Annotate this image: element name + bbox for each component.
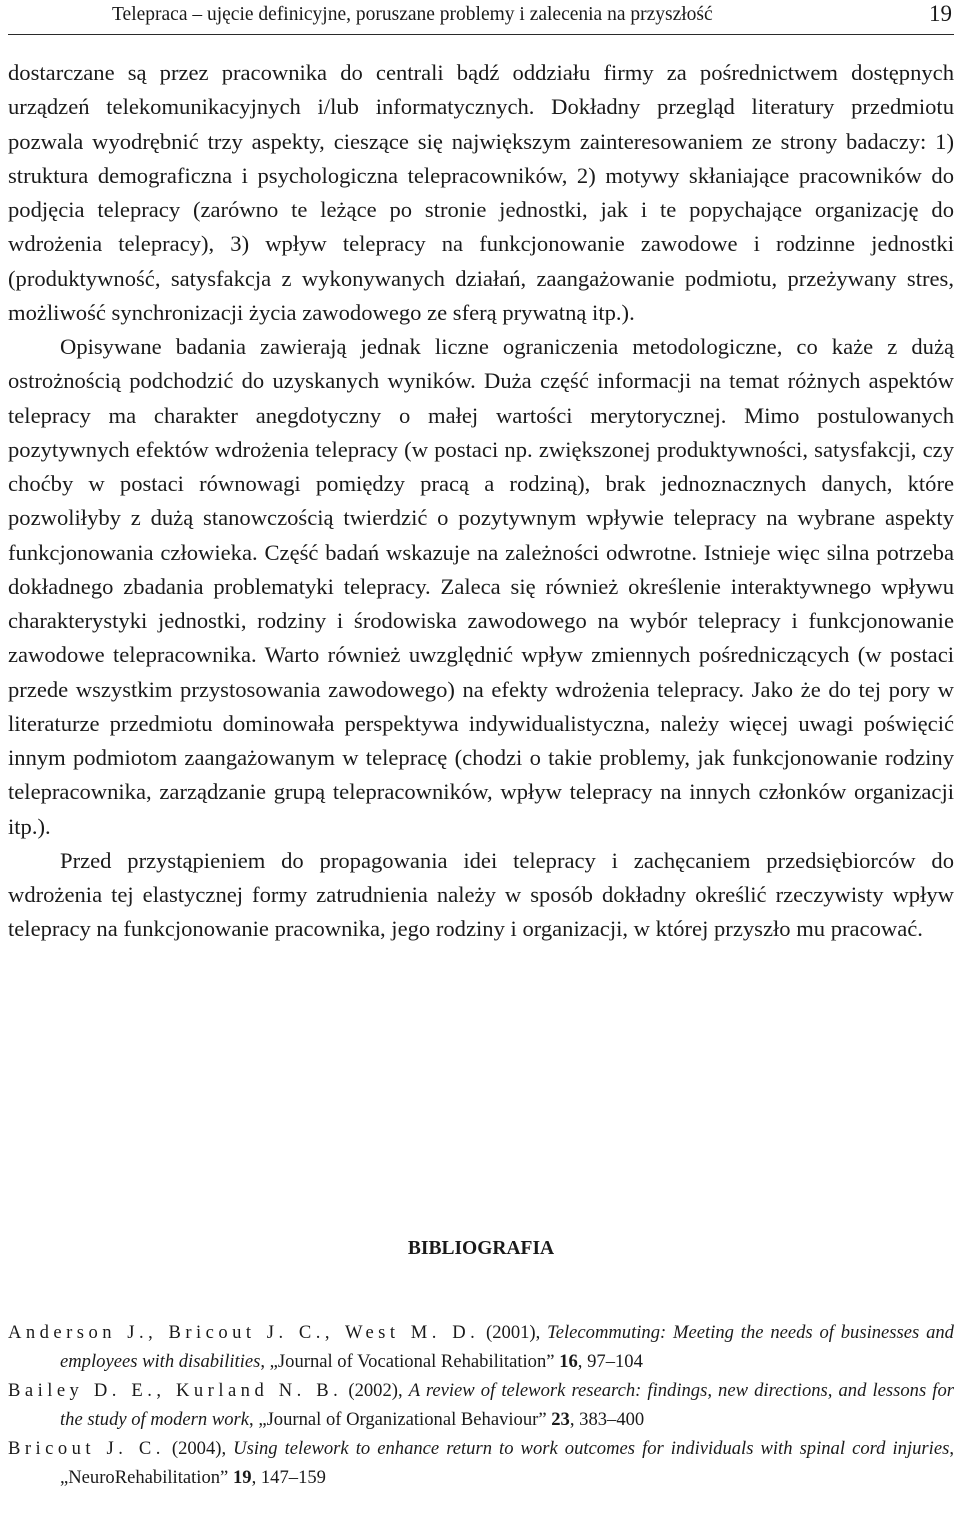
bib-pages: , 383–400: [569, 1409, 645, 1430]
bib-journal: , „Journal of Organizational Behaviour”: [249, 1409, 547, 1430]
bib-volume: 23: [551, 1409, 570, 1430]
bib-authors: Bailey D. E., Kurland N. B.: [8, 1380, 343, 1401]
bibliography-list: [8, 1318, 954, 1492]
book-page: [8, 0, 954, 1522]
bib-pages: , 147–159: [251, 1467, 326, 1488]
body-text: [8, 56, 954, 947]
page-number: 19: [929, 1, 952, 26]
running-header: [8, 0, 954, 35]
bib-title: A review of telework research: findings, new directions, and lessons for the study of modern work: [60, 1380, 954, 1430]
bib-title: Using telework to enhance return to work outcomes for individuals with spinal cord injuries: [233, 1438, 950, 1459]
paragraph-conclusion: Przed przystąpieniem do propagowania idei telepracy i zachęcaniem przedsiębiorców do wdrożenia tej elastycznej formy zatrudnienia należy w sposób dokładny określić rzeczywisty wpływ telepracy na funkcjonowanie pracownika, jego rodziny i organizacji, w której przyszło mu pracować.: [8, 847, 954, 942]
bib-year: (2002),: [348, 1380, 403, 1401]
bib-authors: Anderson J., Bricout J. C., West M. D.: [8, 1322, 480, 1343]
bib-volume: 16: [559, 1351, 578, 1372]
bib-volume: 19: [232, 1467, 252, 1488]
bib-year: (2004),: [171, 1438, 227, 1459]
bibliography-entry: [8, 1318, 954, 1376]
paragraph-continued: dostarczane są przez pracownika do centrali bądź oddziału firmy za pośrednictwem dostępnych urządzeń telekomunikacyjnych i/lub informatycznych. Dokładny przegląd literatury przedmiotu pozwala wyodrębnić trzy aspekty, cieszące się największym zainteresowaniem ze strony badaczy: 1) struktura demograficzna i psychologiczna telepracowników, 2) motywy skłaniające pracowników do podjęcia telepracy (zarówno te leżące po stronie jednostki, jak i te popychające organizację do wdrożenia telepracy), 3) wpływ telepracy na funkcjonowanie zawodowe i rodzinne jednostki (produktywność, satysfakcja z wykonywanych działań, zaangażowanie podmiotu, przeżywany stres, możliwość synchronizacji życia zawodowego ze sferą prywatną itp.).: [8, 60, 954, 325]
bib-journal: , „NeuroRehabilitation”: [60, 1438, 954, 1488]
bib-authors: Bricout J. C.: [8, 1438, 165, 1459]
bibliography-entry: [8, 1376, 954, 1434]
bibliography-heading: BIBLIOGRAFIA: [407, 1238, 555, 1259]
paragraph-limitations: Opisywane badania zawierają jednak liczne ograniczenia metodologiczne, co każe z dużą ostrożnością podchodzić do uzyskanych wyników. Duża część informacji na temat różnych aspektów telepracy ma charakter anegdotyczny o małej wartości merytorycznej. Mimo postulowanych pozytywnych efektów wdrożenia telepracy (w postaci np. zwiększonej produktywności, satysfakcji, czy choćby w postaci równowagi pomiędzy pracą a rodziną), brak jednoznacznych danych, które pozwoliłyby z dużą stanowczością twierdzić o pozytywnym wpływie telepracy na wybrane aspekty funkcjonowania człowieka. Część badań wskazuje na zależności odwrotne. Istnieje więc silna potrzeba dokładnego zbadania problematyki telepracy. Zaleca się również określenie interaktywnego wpływu charakterystyki jednostki, rodziny i środowiska zawodowego na wybór telepracy i funkcjonowanie zawodowe telepracownika. Warto również uwzględnić wpływ zmiennych pośredniczących (w postaci przede wszystkim przystosowania zawodowego) na efekty wdrożenia telepracy. Jako że do tej pory w literaturze przedmiotu dominowała perspektywa indywidualistyczna, należy więcej uwagi poświęcić innym podmiotom zaangażowanym w telepracę (chodzi o takie problemy, jak funkcjonowanie rodziny telepracownika, zarządzanie grupą telepracowników, wpływ telepracy na innych członków organizacji itp.).: [8, 334, 954, 839]
bibliography-entry: [8, 1434, 954, 1492]
running-title: Telepraca – ujęcie definicyjne, poruszane problemy i zalecenia na przyszłość: [112, 4, 713, 25]
bib-year: (2001),: [486, 1322, 541, 1343]
bib-title: Telecommuting: Meeting the needs of businesses and employees with disabilities: [60, 1322, 954, 1372]
bib-journal: , „Journal of Vocational Rehabilitation”: [260, 1351, 555, 1372]
bib-pages: , 97–104: [577, 1351, 643, 1372]
